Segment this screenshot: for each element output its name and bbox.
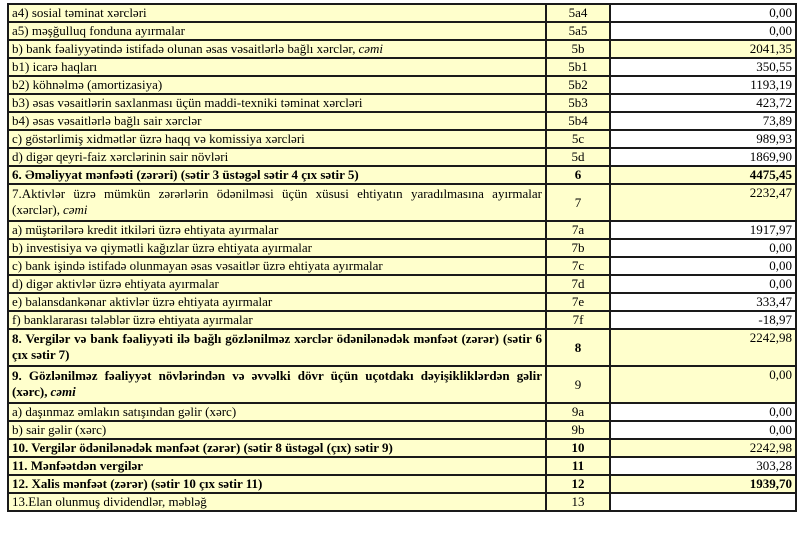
row-value-cell <box>610 439 796 457</box>
row-value-cell <box>610 40 796 58</box>
row-label: b) bank fəaliyyətində istifadə olunan əsas vəsaitlərlə bağlı xərclər, <box>12 41 356 56</box>
row-label: 8. Vergilər və bank fəaliyyəti ilə bağlı gözlənilməz xərclər ödənilənədək mənfəət (zərər) (sətir 6 çıx sətir 7) <box>12 331 542 362</box>
row-label-cell <box>8 58 546 76</box>
row-code-cell <box>546 166 610 184</box>
profit-loss-table <box>7 3 797 512</box>
row-label-cell <box>8 184 546 221</box>
row-code-cell <box>546 58 610 76</box>
row-label-cell <box>8 76 546 94</box>
row-code: 5b <box>571 41 585 56</box>
row-value: 423,72 <box>756 95 792 110</box>
row-code: 5b4 <box>568 113 588 128</box>
row-code-cell <box>546 493 610 511</box>
row-code: 7 <box>574 194 582 210</box>
row-label: e) balansdankənar aktivlər üzrə ehtiyata ayırmalar <box>12 294 273 309</box>
row-label-cell <box>8 4 546 22</box>
table-row <box>8 311 796 329</box>
row-code: 9b <box>571 422 585 437</box>
row-label: 13.Elan olunmuş dividendlər, məbləğ <box>12 494 207 509</box>
row-code: 7d <box>571 276 585 291</box>
row-label-cell <box>8 366 546 403</box>
row-value-cell <box>610 76 796 94</box>
row-label: d) digər qeyri-faiz xərclərinin sair növləri <box>12 149 229 164</box>
row-code: 5b2 <box>568 77 588 92</box>
row-code-cell <box>546 94 610 112</box>
row-label: f) banklararası tələblər üzrə ehtiyata ayırmalar <box>12 312 253 327</box>
table-row <box>8 130 796 148</box>
row-label-italic-suffix: cəmi <box>50 384 76 399</box>
row-value-cell <box>610 493 796 511</box>
row-code-cell <box>546 112 610 130</box>
row-label: a4) sosial təminat xərcləri <box>12 5 147 20</box>
row-value-cell <box>610 421 796 439</box>
row-code-cell <box>546 40 610 58</box>
table-row <box>8 293 796 311</box>
row-label: b2) köhnəlmə (amortizasiya) <box>12 77 163 92</box>
row-label-cell <box>8 148 546 166</box>
table-row <box>8 493 796 511</box>
row-value: 2242,98 <box>749 440 792 455</box>
row-code-cell <box>546 421 610 439</box>
row-code-cell <box>546 329 610 366</box>
table-row <box>8 4 796 22</box>
row-label-italic-suffix: cəmi <box>63 202 88 217</box>
row-value: 0,00 <box>769 5 792 20</box>
table-row <box>8 166 796 184</box>
row-value: 0,00 <box>769 23 792 38</box>
row-code-cell <box>546 311 610 329</box>
row-value-cell <box>610 112 796 130</box>
row-label: a5) məşğulluq fonduna ayırmalar <box>12 23 185 38</box>
row-code-cell <box>546 366 610 403</box>
row-value: 2041,35 <box>749 41 792 56</box>
row-label-cell <box>8 166 546 184</box>
row-code-cell <box>546 221 610 239</box>
table-row <box>8 439 796 457</box>
row-label: b1) icarə haqları <box>12 59 98 74</box>
row-label-cell <box>8 275 546 293</box>
row-label: 12. Xalis mənfəət (zərər) (sətir 10 çıx sətir 11) <box>12 476 263 491</box>
row-value-cell <box>610 94 796 112</box>
row-value-cell <box>610 275 796 293</box>
row-value: 1917,97 <box>749 222 792 237</box>
row-label: d) digər aktivlər üzrə ehtiyata ayırmalar <box>12 276 219 291</box>
row-code-cell <box>546 475 610 493</box>
row-label: b) investisiya və qiymətli kağızlar üzrə ehtiyata ayırmalar <box>12 240 312 255</box>
row-code-cell <box>546 148 610 166</box>
row-code: 5c <box>571 131 585 146</box>
row-code-cell <box>546 184 610 221</box>
row-value-cell <box>610 148 796 166</box>
row-label: 7.Aktivlər üzrə mümkün zərərlərin ödənilməsi üçün xüsusi ehtiyatın yaradılmasına ayırmalar (xərclər), <box>12 186 542 217</box>
row-code: 7b <box>571 240 585 255</box>
row-code-cell <box>546 130 610 148</box>
table-row <box>8 329 796 366</box>
row-code-cell <box>546 4 610 22</box>
row-value: 0,00 <box>769 367 792 382</box>
row-value: 2242,98 <box>749 330 792 345</box>
row-label-cell <box>8 22 546 40</box>
table-row <box>8 275 796 293</box>
table-row <box>8 148 796 166</box>
row-label-cell <box>8 239 546 257</box>
table-row <box>8 40 796 58</box>
table-row <box>8 76 796 94</box>
row-label-cell <box>8 221 546 239</box>
table-row <box>8 366 796 403</box>
row-code: 7c <box>571 258 585 273</box>
row-label: c) göstərlimiş xidmətlər üzrə haqq və komissiya xərcləri <box>12 131 305 146</box>
table-row <box>8 22 796 40</box>
row-label-cell <box>8 130 546 148</box>
row-label-cell <box>8 403 546 421</box>
row-value: 989,93 <box>756 131 792 146</box>
row-value-cell <box>610 221 796 239</box>
row-code-cell <box>546 403 610 421</box>
row-code: 7e <box>571 294 585 309</box>
row-label: 9. Gözlənilməz fəaliyyət növlərindən və əvvəlki dövr üçün uçotdakı dəyişikliklərdən gəlir (xərc), <box>12 368 542 399</box>
row-label: 10. Vergilər ödənilənədək mənfəət (zərər) (sətir 8 üstəgəl (çıx) sətir 9) <box>12 440 393 455</box>
row-value: 1193,19 <box>750 77 792 92</box>
row-label-cell <box>8 257 546 275</box>
row-label-cell <box>8 112 546 130</box>
row-label-cell <box>8 94 546 112</box>
row-value-cell <box>610 239 796 257</box>
row-value: 303,28 <box>756 458 792 473</box>
table-row <box>8 184 796 221</box>
row-label: c) bank işində istifadə olunmayan əsas vəsaitlər üzrə ehtiyata ayırmalar <box>12 258 383 273</box>
row-value-cell <box>610 311 796 329</box>
row-value-cell <box>610 403 796 421</box>
row-value: 0,00 <box>769 404 792 419</box>
row-label: a) daşınmaz əmlakın satışından gəlir (xərc) <box>12 404 237 419</box>
row-code-cell <box>546 257 610 275</box>
table-row <box>8 221 796 239</box>
row-code-cell <box>546 439 610 457</box>
row-code: 5b3 <box>568 95 588 110</box>
row-code-cell <box>546 457 610 475</box>
row-code: 9a <box>571 404 585 419</box>
row-value: -18,97 <box>758 312 792 327</box>
row-label: b3) əsas vəsaitlərin saxlanması üçün maddi-texniki təminat xərcləri <box>12 95 363 110</box>
row-value-cell <box>610 4 796 22</box>
table-row <box>8 421 796 439</box>
row-code: 12 <box>571 476 585 491</box>
row-code-cell <box>546 239 610 257</box>
row-value-cell <box>610 293 796 311</box>
row-label: b) sair gəlir (xərc) <box>12 422 107 437</box>
row-label-cell <box>8 311 546 329</box>
row-value: 0,00 <box>769 258 792 273</box>
row-code: 5d <box>571 149 585 164</box>
row-value-cell <box>610 58 796 76</box>
row-code-cell <box>546 22 610 40</box>
row-code: 5b1 <box>568 59 588 74</box>
row-code: 7a <box>571 222 585 237</box>
row-value-cell <box>610 329 796 366</box>
row-code: 7f <box>572 312 584 327</box>
row-code: 6 <box>574 167 582 182</box>
row-code: 5a4 <box>568 5 588 20</box>
table-row <box>8 457 796 475</box>
row-label: b4) əsas vəsaitlərlə bağlı sair xərclər <box>12 113 202 128</box>
row-value: 333,47 <box>756 294 792 309</box>
row-label: 6. Əməliyyat mənfəəti (zərəri) (sətir 3 üstəgəl sətir 4 çıx sətir 5) <box>12 167 359 182</box>
row-value: 350,55 <box>756 59 792 74</box>
row-value: 0,00 <box>769 240 792 255</box>
row-value-cell <box>610 130 796 148</box>
row-label-cell <box>8 293 546 311</box>
row-code: 5a5 <box>568 23 588 38</box>
row-value: 2232,47 <box>749 185 792 200</box>
row-code-cell <box>546 76 610 94</box>
table-body <box>8 4 796 511</box>
table-row <box>8 239 796 257</box>
table-row <box>8 475 796 493</box>
row-code: 9 <box>574 376 582 392</box>
row-value-cell <box>610 457 796 475</box>
row-label-cell <box>8 457 546 475</box>
row-label-cell <box>8 421 546 439</box>
row-code: 10 <box>571 440 585 455</box>
row-label-cell <box>8 329 546 366</box>
row-value-cell <box>610 166 796 184</box>
row-value: 0,00 <box>769 276 792 291</box>
row-label-cell <box>8 40 546 58</box>
row-value: 0,00 <box>769 422 792 437</box>
row-label-cell <box>8 439 546 457</box>
row-value: 1939,70 <box>749 476 792 491</box>
row-label-cell <box>8 493 546 511</box>
row-value-cell <box>610 22 796 40</box>
row-value: 73,89 <box>762 113 792 128</box>
row-code: 11 <box>571 458 585 473</box>
row-label-italic-suffix: cəmi <box>358 41 384 56</box>
row-value: 4475,45 <box>749 167 792 182</box>
table-row <box>8 112 796 130</box>
row-value-cell <box>610 184 796 221</box>
row-code-cell <box>546 275 610 293</box>
table-row <box>8 403 796 421</box>
table-row <box>8 257 796 275</box>
table-row <box>8 94 796 112</box>
row-value-cell <box>610 366 796 403</box>
row-code-cell <box>546 293 610 311</box>
row-code: 13 <box>571 494 585 509</box>
row-code: 8 <box>574 339 582 355</box>
row-value-cell <box>610 257 796 275</box>
row-label: 11. Mənfəətdən vergilər <box>12 458 144 473</box>
row-value-cell <box>610 475 796 493</box>
row-value: 1869,90 <box>749 149 792 164</box>
row-label-cell <box>8 475 546 493</box>
table-row <box>8 58 796 76</box>
row-label: a) müştərilərə kredit itkiləri üzrə ehtiyata ayırmalar <box>12 222 279 237</box>
